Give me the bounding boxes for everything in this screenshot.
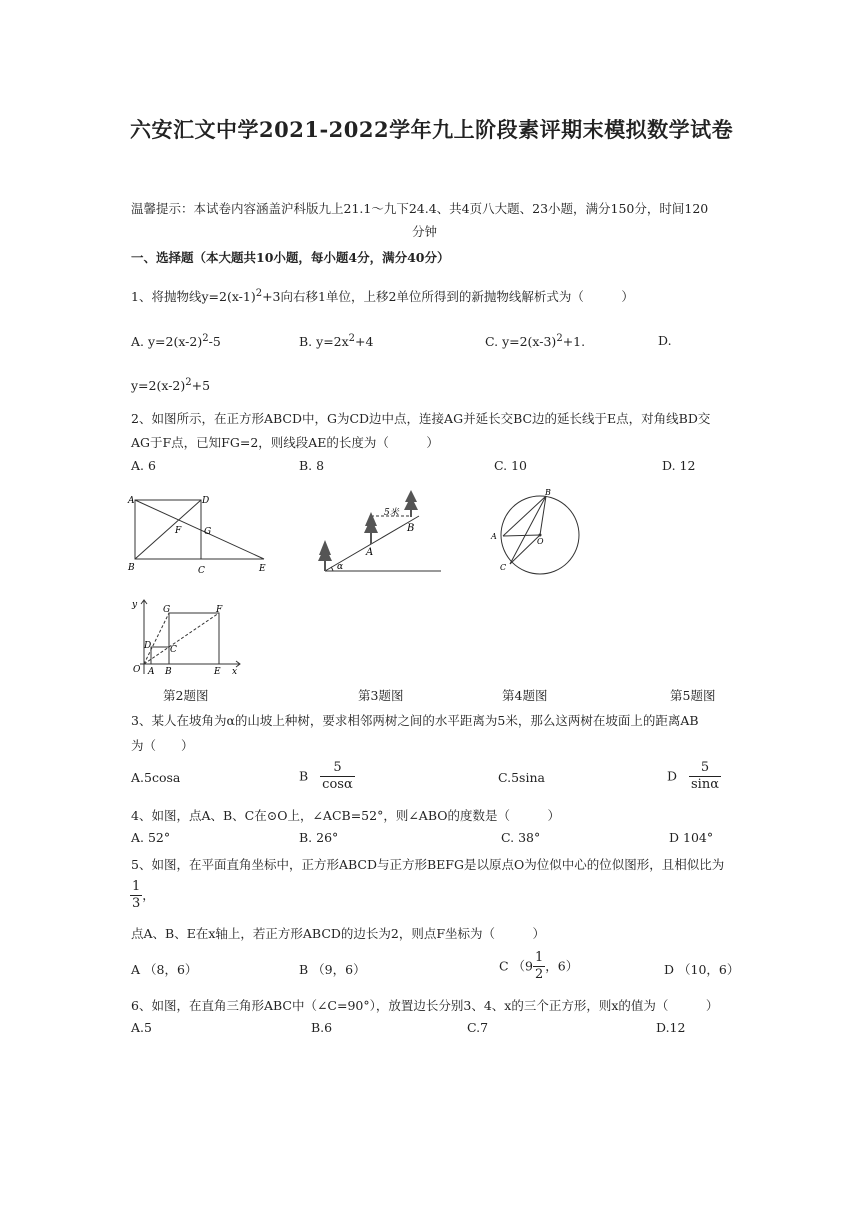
q1-c-tail: +1. [562, 334, 586, 350]
q1-option-b [299, 333, 373, 349]
q5-c-tail: ，6） [545, 958, 579, 974]
q2-option-b: B. 8 [299, 458, 325, 473]
page-title: 六安汇文中学2021-2022学年九上阶段素评期末模拟数学试卷 [130, 117, 734, 142]
q1-a-tail: -5 [208, 334, 221, 350]
q1-option-d-cont [131, 377, 210, 393]
q3-d-fraction [689, 760, 721, 794]
q6-option-c: C.7 [467, 1020, 489, 1035]
fig3-label-b: B [407, 523, 415, 534]
q4-option-d: D 104° [669, 830, 714, 845]
q3-b-numerator: 5 [333, 760, 342, 775]
notice-line: 温馨提示：本试卷内容涵盖沪科版九上21.1～九下24.4、共4页八大题、23小题，满分150分，时间120 [131, 201, 709, 216]
q1-b-sup: 2 [348, 333, 356, 344]
question-4-stem: 4、如图，点A、B、C在⊙O上，∠ACB=52°，则∠ABO的度数是（ ） [131, 808, 560, 823]
section-heading: 一、选择题（本大题共10小题，每小题4分，满分40分） [131, 250, 450, 265]
q5-ratio-denominator: 3 [132, 896, 141, 912]
fig2-label-d: D [202, 496, 210, 506]
q2-option-c: C. 10 [494, 458, 527, 473]
fig5-label-a: A [148, 667, 155, 677]
q5-option-a: A （8，6） [131, 962, 198, 977]
q6-option-d: D.12 [656, 1020, 686, 1035]
q3-b-label: B [299, 768, 309, 784]
question-1-stem [131, 287, 634, 305]
q5-ratio-fraction [130, 879, 142, 913]
tree-icon [404, 490, 418, 517]
question-2-line2: AG于F点，已知FG=2，则线段AE的长度为（ ） [131, 435, 439, 450]
question-3-line2: 为（ ） [131, 738, 194, 753]
fig2-label-b: B [128, 563, 135, 573]
q1-d-tail: +5 [191, 378, 211, 394]
fig3-label-alpha: α [337, 562, 344, 572]
question-5-line3: 点A、B、E在x轴上，若正方形ABCD的边长为2，则点F坐标为（ ） [131, 926, 546, 941]
q5-option-d: D （10，6） [664, 962, 740, 977]
question-2-line1: 2、如图所示，在正方形ABCD中，G为CD边中点，连接AG并延长交BC边的延长线于E点，对角线BD交 [131, 411, 711, 426]
fig5-label-c: C [170, 645, 177, 655]
q6-option-b: B.6 [311, 1020, 333, 1035]
fig5-label-e: E [214, 667, 221, 677]
q5-c-text: C （9 [499, 958, 533, 974]
q3-option-b [299, 760, 355, 794]
q3-b-denominator: cosα [322, 777, 353, 793]
fig2-label-c: C [198, 566, 205, 576]
fig5-label-g: G [163, 605, 171, 615]
q5-ratio-numerator: 1 [132, 879, 141, 894]
fig5-label-d: D [144, 641, 152, 651]
q1-c-sup: 2 [556, 333, 563, 344]
q3-option-a: A.5cosa [131, 770, 181, 785]
fig2-label-g: G [204, 527, 212, 537]
tree-icon [364, 512, 378, 544]
q4-option-c: C. 38° [501, 830, 541, 845]
q3-d-denominator: sinα [691, 777, 719, 793]
q5-c-fraction [533, 950, 545, 984]
figure-4-circle-diagram [486, 486, 586, 576]
q1-stem-b: +3向右移1单位，上移2单位所得到的新抛物线解析式为（ ） [262, 289, 634, 304]
q1-c-text: C. y=2(x-3) [485, 334, 557, 350]
fig2-label-f: F [175, 526, 182, 536]
fig2-label-a: A [128, 496, 135, 506]
q1-d-text: y=2(x-2) [131, 378, 186, 394]
q1-option-d: D. [658, 333, 672, 348]
figure-3-slope-diagram [311, 488, 446, 576]
figure-caption: 第4题图 [502, 688, 548, 703]
q3-option-d [667, 760, 721, 794]
q1-stem-sup: 2 [255, 287, 263, 299]
fig4-label-o: O [537, 537, 544, 546]
q5-ratio [130, 879, 155, 913]
q2-option-a: A. 6 [131, 458, 156, 473]
q6-option-a: A.5 [131, 1020, 152, 1035]
fig5-label-o: O [133, 665, 141, 675]
q5-c-denominator: 2 [535, 967, 544, 983]
question-3-line1: 3、某人在坡角为α的山坡上种树，要求相邻两树之间的水平距离为5米，那么这两树在坡面上的距离AB [131, 713, 699, 728]
q5-option-b: B （9，6） [299, 962, 366, 977]
q1-option-a [131, 333, 221, 349]
q5-option-c [499, 950, 578, 984]
q1-d-sup: 2 [185, 377, 192, 388]
figure-caption: 第5题图 [670, 688, 716, 703]
fig2-label-e: E [259, 564, 266, 574]
q1-stem-a: 1、将抛物线y=2(x-1) [131, 289, 256, 304]
q1-b-tail: +4 [355, 334, 374, 350]
q3-b-fraction [320, 760, 355, 794]
fig4-label-a: A [491, 532, 497, 541]
fig4-label-b: B [545, 488, 551, 497]
q4-option-b: B. 26° [299, 830, 339, 845]
fig5-label-x: x [232, 667, 238, 677]
figure-caption: 第3题图 [358, 688, 404, 703]
q4-option-a: A. 52° [131, 830, 171, 845]
q5-ratio-punct: ， [142, 887, 155, 903]
notice-line-cont: 分钟 [412, 224, 438, 239]
question-5-line1: 5、如图，在平面直角坐标中，正方形ABCD与正方形BEFG是以原点O为位似中心的位似图形，且相似比为 [131, 857, 725, 872]
fig3-distance-label: 5米 [384, 508, 399, 518]
fig5-label-b: B [165, 667, 172, 677]
tree-icon [318, 540, 332, 571]
q1-b-text: B. y=2x [299, 334, 349, 350]
fig3-label-a: A [366, 547, 374, 558]
question-6-stem: 6、如图，在直角三角形ABC中（∠C=90°），放置边长分别3、4、x的三个正方形，则x的值为（ ） [131, 998, 719, 1013]
figure-caption: 第2题图 [163, 688, 209, 703]
fig5-label-f: F [216, 605, 223, 615]
q1-option-c [485, 333, 585, 349]
q1-a-sup: 2 [202, 333, 209, 344]
q1-a-text: A. y=2(x-2) [131, 334, 203, 350]
q3-d-label: D [667, 768, 678, 784]
q3-option-c: C.5sina [498, 770, 545, 785]
q2-option-d: D. 12 [662, 458, 696, 473]
q3-d-numerator: 5 [700, 760, 710, 775]
figure-5-coordinate-diagram [128, 596, 246, 678]
fig4-label-c: C [500, 563, 507, 572]
fig5-label-y: y [132, 600, 138, 610]
figure-2-square-diagram [124, 492, 274, 578]
q5-c-numerator: 1 [535, 950, 544, 965]
